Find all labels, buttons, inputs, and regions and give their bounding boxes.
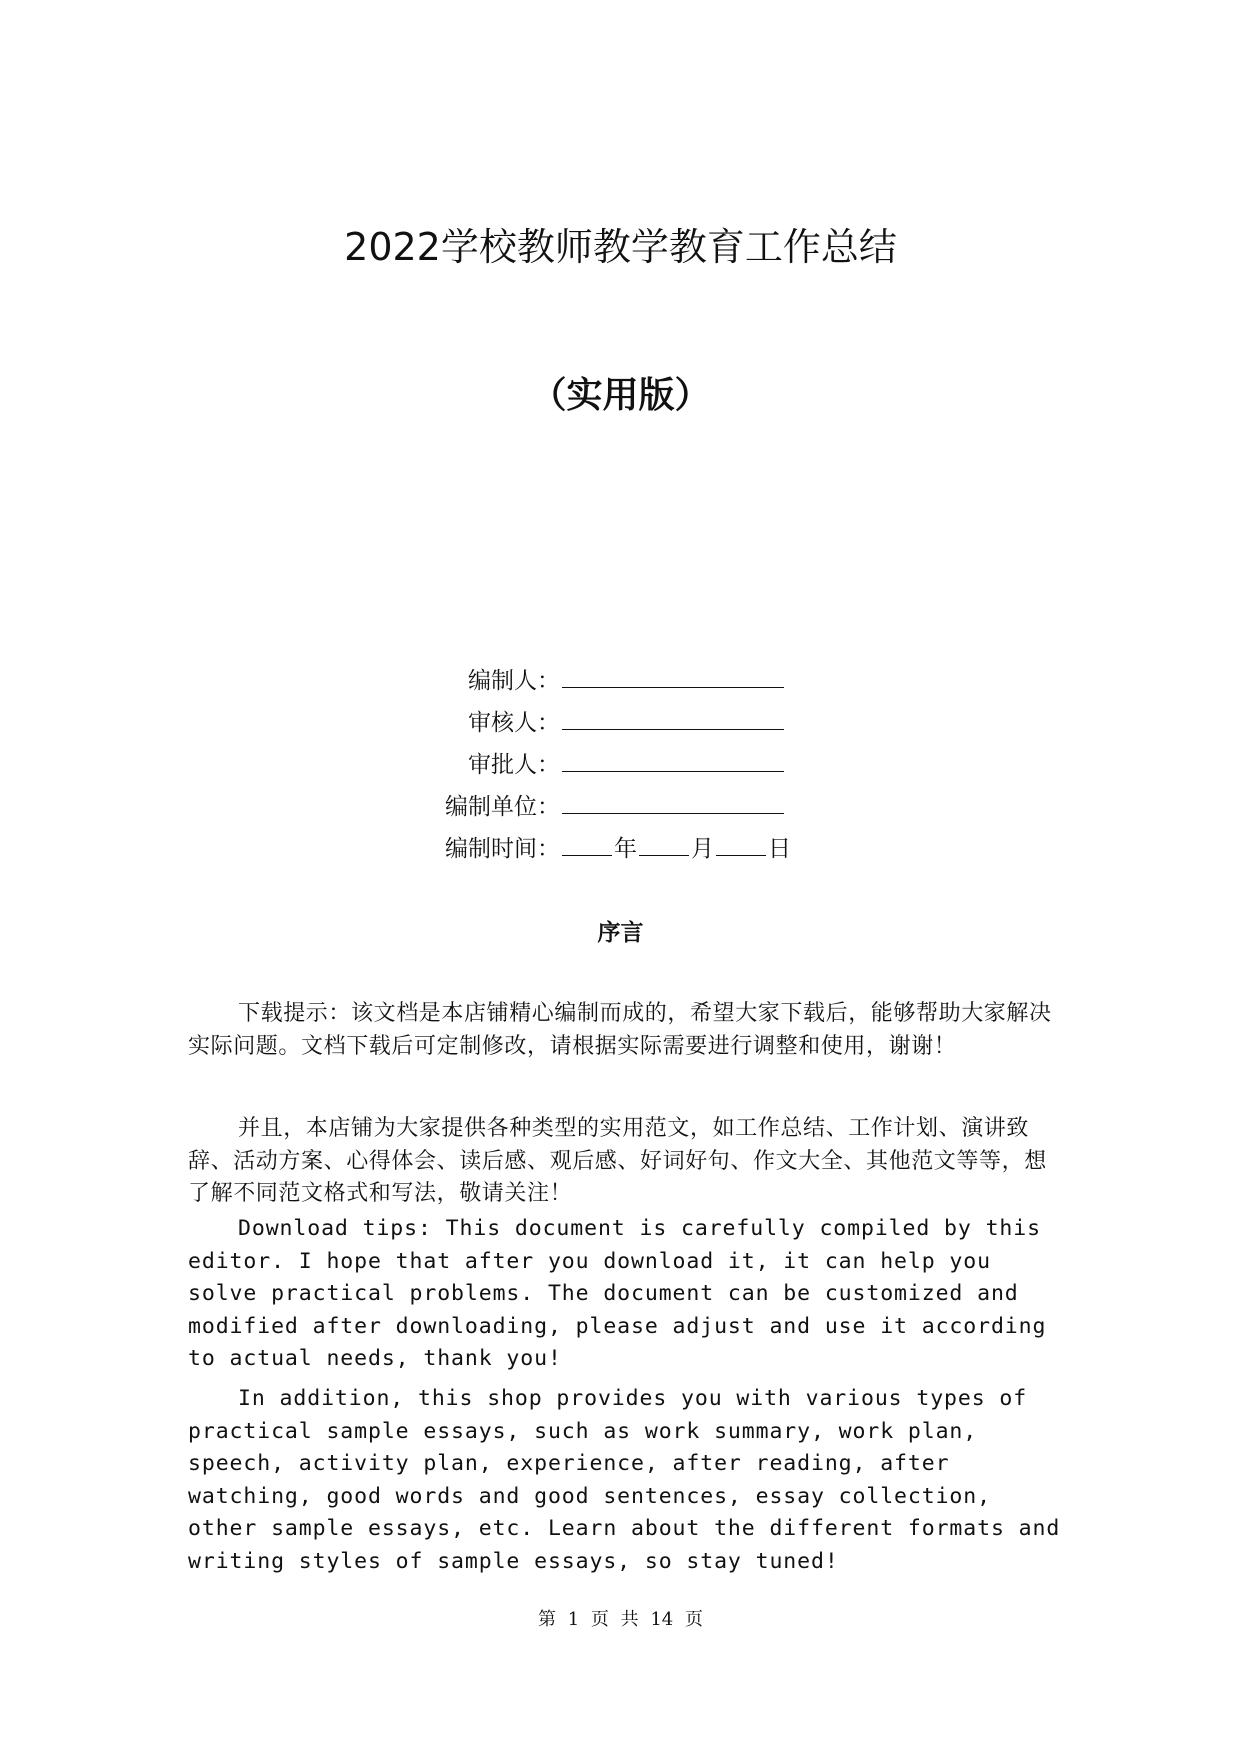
preface-paragraph-shop-intro-en: In addition, this shop provides you with various types of practical sample essays, such as work summary, work plan, speech, activity plan, experience, after reading, after watching, good words and good sentences, essay collection, other sample essays, etc. Learn about the different formats and writing styles of sample essays, so stay tuned! bbox=[188, 1386, 1061, 1574]
compiler-row bbox=[440, 660, 840, 702]
reviewer-row bbox=[440, 702, 840, 744]
document-title: 2022学校教师教学教育工作总结 bbox=[344, 225, 897, 269]
day-blank-line bbox=[716, 833, 766, 856]
compiler-label: 编制人： bbox=[468, 668, 560, 694]
preface-paragraph-download-tips-cn: 下载提示：该文档是本店铺精心编制而成的，希望大家下载后，能够帮助大家解决实际问题。文档下载后可定制修改，请根据实际需要进行调整和使用，谢谢！ bbox=[188, 1001, 1052, 1059]
reviewer-label: 审核人： bbox=[468, 710, 560, 736]
document-subtitle: （实用版） bbox=[530, 375, 711, 416]
approver-label: 审批人： bbox=[468, 752, 560, 778]
unit-blank-line bbox=[562, 791, 784, 814]
unit-row bbox=[440, 786, 840, 828]
month-char: 月 bbox=[691, 836, 714, 862]
signature-block bbox=[440, 660, 840, 870]
year-char: 年 bbox=[614, 836, 637, 862]
approver-row bbox=[440, 744, 840, 786]
time-row bbox=[440, 828, 840, 870]
reviewer-blank-line bbox=[562, 707, 784, 730]
month-blank-line bbox=[639, 833, 689, 856]
time-label: 编制时间： bbox=[445, 836, 560, 862]
preface-heading: 序言 bbox=[597, 920, 644, 946]
page-number-footer: 第 1 页 共 14 页 bbox=[538, 1609, 703, 1630]
preface-paragraph-shop-intro-cn: 并且，本店铺为大家提供各种类型的实用范文，如工作总结、工作计划、演讲致辞、活动方案、心得体会、读后感、观后感、好词好句、作文大全、其他范文等等，想了解不同范文格式和写法，敬请关注！ bbox=[188, 1116, 1047, 1206]
approver-blank-line bbox=[562, 749, 784, 772]
year-blank-line bbox=[562, 833, 612, 856]
unit-label: 编制单位： bbox=[445, 794, 560, 820]
compiler-blank-line bbox=[562, 665, 784, 688]
preface-paragraph-download-tips-en: Download tips: This document is carefully compiled by this editor. I hope that after you download it, it can help you solve practical problems. The document can be customized and modified after downloading, please adjust and use it according to actual needs, thank you! bbox=[188, 1216, 1047, 1371]
day-char: 日 bbox=[768, 836, 791, 862]
